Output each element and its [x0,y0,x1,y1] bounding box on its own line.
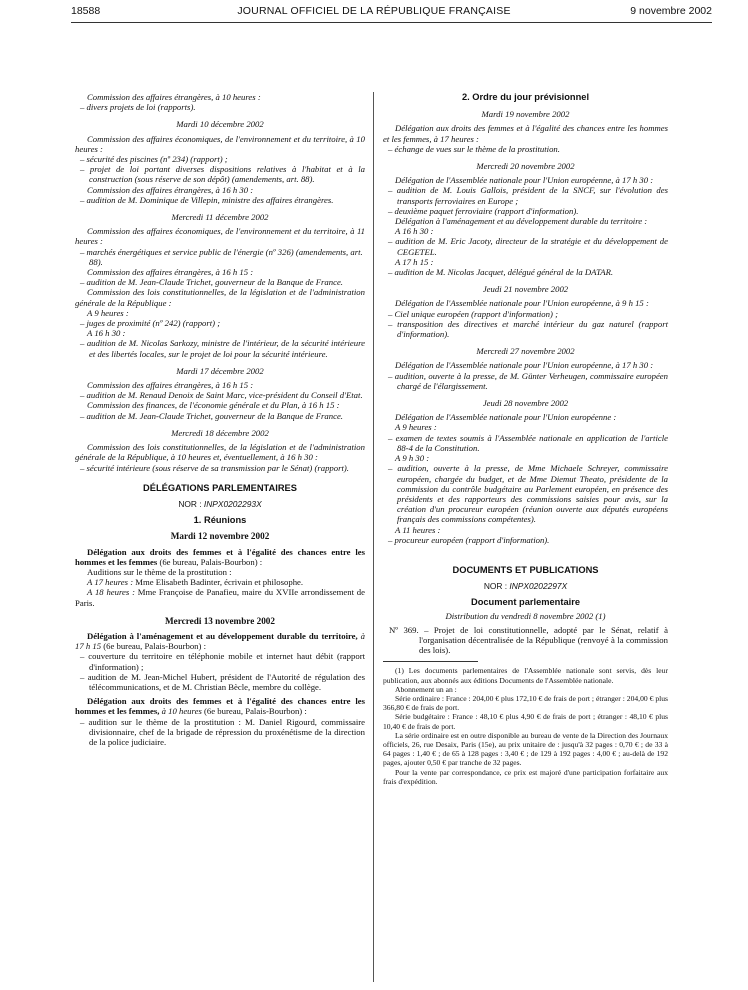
list-item: – audition de M. Nicolas Jacquet, délégué général de la DATAR. [388,267,614,278]
section-title-ordre: 2. Ordre du jour prévisionnel [461,92,590,102]
footnote: Pour la vente par correspondance, ce prix est majoré d'une participation forfaitaire aux frais d'expédition. [383,767,668,786]
text-line: Délégation de l'Assemblée nationale pour l'Union européenne, à 17 h 30 : [395,175,654,186]
list-item: – deuxième paquet ferroviaire (rapport d'information). [388,205,579,216]
right-column [383,92,668,786]
text-line: Commission des affaires économiques, de l'environnement et du territoire, à 10 heures : [75,133,365,154]
list-item: – audition, ouverte à la presse, de Mme Michaele Schreyer, commissaire européen, chargée du budget, et de Mme Diemut Theato, présidente de la commission du contrôle budgétaire au Parlement européen, en présence des présidents et des rapporteurs des commissions saisies pour avis, sur la création d'un procureur européen (réunion ouverte aux députés européens français des commissions compétentes). [388,463,668,525]
meeting-entry [75,587,365,607]
footnote: La série ordinaire est en outre disponible au bureau de vente de la Direction des Journaux officiels, 26, rue Desaix, Paris (15e), au prix unitaire de : jusqu'à 32 pages : 0,70 € ; de 33 à 64 pages : 1,40 € ; de 65 à 128 pages : 3,40 € ; de 129 à 192 pages : 4,00 € ; au-delà de 192 pages, ajouter 0,50 € par tranche de 32 pages. [383,730,668,768]
date-heading: Mardi 17 décembre 2002 [176,365,264,376]
date-heading: Jeudi 28 novembre 2002 [482,398,569,409]
meeting-entry [75,631,365,651]
time-label: A 9 heures : [87,307,129,318]
list-item: – transposition des directives et marché intérieur du gaz naturel (rapport d'information). [388,318,668,340]
time-label: A 11 heures : [395,524,441,535]
time-label: A 16 h 30 : [87,328,126,339]
text-line: Commission des finances, de l'économie générale et du Plan, à 16 h 15 : [87,400,340,411]
date-heading: Mardi 10 décembre 2002 [176,119,264,130]
meeting-body: Délégation à l'aménagement et au développement durable du territoire, [87,630,358,641]
text-line: Commission des affaires étrangères, à 16 h 30 : [87,184,254,195]
list-item: – audition de M. Eric Jacoty, directeur de la stratégie et du développement de CEGETEL. [388,236,668,257]
time-label: A 16 h 30 : [395,226,434,237]
list-item: – audition de M. Jean-Michel Hubert, président de l'Autorité de régulation des télécommunications, et de M. Christian Bècle, membre du collège. [80,671,365,692]
meeting-body: Délégation aux droits des femmes et à l'égalité des chances entre les hommes et les femmes, [75,696,365,717]
text-line: Commission des affaires étrangères, à 16 h 15 : [87,380,254,391]
list-item: – projet de loi portant diverses dispositions relatives à l'habitat et à la construction (sous réserve de son dépôt) (amendements, art. 88). [80,164,365,185]
footnote: Série ordinaire : France : 204,00 € plus 172,10 € de frais de port ; étranger : 204,00 € plus 366,80 € de frais de port. [383,693,668,713]
list-item: – marchés énergétiques et service public de l'énergie (nº 326) (amendements, art. 88). [80,246,363,267]
section-title-delegations: DÉLÉGATIONS PARLEMENTAIRES [143,482,297,493]
time-label: à 17 h 15 [75,630,366,652]
nor-value: INPX0202297X [509,581,568,592]
page-number: 18588 [71,5,101,17]
date-heading: Mercredi 27 novembre 2002 [476,346,575,357]
list-item: – audition de M. Renaud Denoix de Saint Marc, vice-président du Conseil d'Etat. [80,390,363,401]
list-item: – audition, ouverte à la presse, de M. Günter Verheugen, commissaire européen chargé de l'élargissement. [388,370,668,391]
list-item: – audition de M. Nicolas Sarkozy, ministre de l'intérieur, de la sécurité intérieure et des libertés locales, sur le projet de loi pour la sécurité intérieure. [80,338,365,359]
time-label: A 17 h 15 : [395,256,434,267]
list-item: – Ciel unique européen (rapport d'information) ; [388,308,558,319]
left-column [75,92,365,747]
date-heading: Mardi 12 novembre 2002 [170,531,270,542]
list-item: – audition de M. Louis Gallois, président de la SNCF, sur l'évolution des transports ferroviaires en Europe ; [388,185,668,206]
list-item: – examen de textes soumis à l'Assemblée nationale en application de l'article 88-4 de la Constitution. [388,432,668,453]
time-label: A 9 h 30 : [395,453,430,464]
date-heading: Mercredi 18 décembre 2002 [171,427,269,438]
time-label: A 18 heures : [87,587,135,598]
list-item: – audition de M. Dominique de Villepin, ministre des affaires étrangères. [80,194,334,205]
list-item: – procureur européen (rapport d'information). [388,534,550,545]
subsection-title-reunions: 1. Réunions [193,515,247,526]
list-item: – audition de M. Jean-Claude Trichet, gouverneur de la Banque de France. [80,410,343,421]
meeting-location: (6e bureau, Palais-Bourbon) : [157,556,263,567]
nor-label: NOR : [483,581,508,592]
footnote: (1) Les documents parlementaires de l'Assemblée nationale sont servis, dès leur publication, aux abonnés aux éditions Documents de l'Assemblée nationale. [383,666,668,685]
text-line: Commission des lois constitutionnelles, de la législation et de l'administration générale de la République : [75,287,365,308]
date-heading: Mercredi 11 décembre 2002 [171,212,269,223]
text-line: Délégation aux droits des femmes et à l'égalité des chances entre les hommes et les femmes, à 17 heures : [383,123,668,144]
date-heading: Mardi 19 novembre 2002 [481,109,570,120]
list-item: – juges de proximité (nº 242) (rapport) ; [80,318,221,329]
list-item: – sécurité des piscines (nº 234) (rapport) ; [80,154,228,165]
text-line: Délégation de l'Assemblée nationale pour l'Union européenne, à 9 h 15 : [395,298,649,309]
date-heading: Mercredi 20 novembre 2002 [476,161,575,172]
issue-date: 9 novembre 2002 [630,5,712,17]
text-line: Commission des affaires étrangères, à 10 heures : [87,92,261,102]
text-line: Commission des affaires étrangères, à 16 h 15 : [87,267,254,278]
text-line: Délégation de l'Assemblée nationale pour l'Union européenne, à 17 h 30 : [395,360,654,371]
speaker: Mme Elisabeth Badinter, écrivain et philosophe. [133,577,304,588]
text-line: Auditions sur le thème de la prostitution : [87,566,232,577]
footnote: Abonnement un an : [395,684,457,694]
list-item: – divers projets de loi (rapports). [80,102,196,113]
list-item: – sécurité intérieure (sous réserve de sa transmission par le Sénat) (rapport). [80,462,349,473]
document-entry: Nº 369. – Projet de loi constitutionnelle, adopté par le Sénat, relatif à l'organisation décentralisée de la République (renvoyé à la commission des lois). [389,624,668,656]
date-heading: Jeudi 21 novembre 2002 [482,284,569,295]
meeting-entry [75,577,365,587]
nor-value: INPX0202293X [203,498,262,509]
meeting-location: (6e bureau, Palais-Bourbon) : [101,641,207,652]
page-header [0,0,748,24]
subsection-title-document: Document parlementaire [470,597,580,608]
nor-label: NOR : [178,498,202,509]
text-line: Commission des lois constitutionnelles, de la législation et de l'administration générale de la République, à 10 heures et, éventuellement, à 16 h 30 : [75,442,365,463]
column-divider [373,92,374,982]
meeting-entry [75,696,365,716]
speaker: Mme Françoise de Panafieu, maire du XVIIe arrondissement de Paris. [75,587,365,608]
footnote-rule [383,661,478,662]
journal-title: JOURNAL OFFICIEL DE LA RÉPUBLIQUE FRANÇAISE [237,5,511,17]
list-item: – audition sur le thème de la prostitution : M. Daniel Rigourd, commissaire divisionnaire, chef de la brigade de répression du proxénétisme de la direction de la police judiciaire. [80,716,365,747]
text-line: Délégation de l'Assemblée nationale pour l'Union européenne : [395,412,617,423]
distribution-line: Distribution du vendredi 8 novembre 2002 (1) [445,610,606,621]
text-line: Délégation à l'aménagement et au développement durable du territoire : [395,216,648,227]
time-label: A 9 heures : [395,422,437,433]
footnote: Série budgétaire : France : 48,10 € plus 4,90 € de frais de port ; étranger : 48,10 € plus 10,40 € de frais de port. [383,712,668,731]
meeting-body: Délégation aux droits des femmes et à l'égalité des chances entre les hommes et les femmes [75,546,365,567]
list-item: – audition de M. Jean-Claude Trichet, gouverneur de la Banque de France. [80,277,343,288]
list-item: – échange de vues sur le thème de la prostitution. [388,143,560,154]
time-label: A 17 heures : [87,577,134,588]
nor-reference [75,499,365,509]
meeting-location: (6e bureau, Palais-Bourbon) : [201,706,307,717]
section-title-documents: DOCUMENTS ET PUBLICATIONS [452,564,599,575]
date-heading: Mercredi 13 novembre 2002 [165,615,275,626]
list-item: – couverture du territoire en téléphonie mobile et internet haut débit (rapport d'information) ; [80,651,365,672]
text-line: Commission des affaires économiques, de l'environnement et du territoire, à 11 heures : [75,226,365,247]
time-label: à 10 heures [159,706,202,717]
nor-reference [383,581,668,591]
header-rule [71,22,712,23]
meeting-entry [75,547,365,567]
